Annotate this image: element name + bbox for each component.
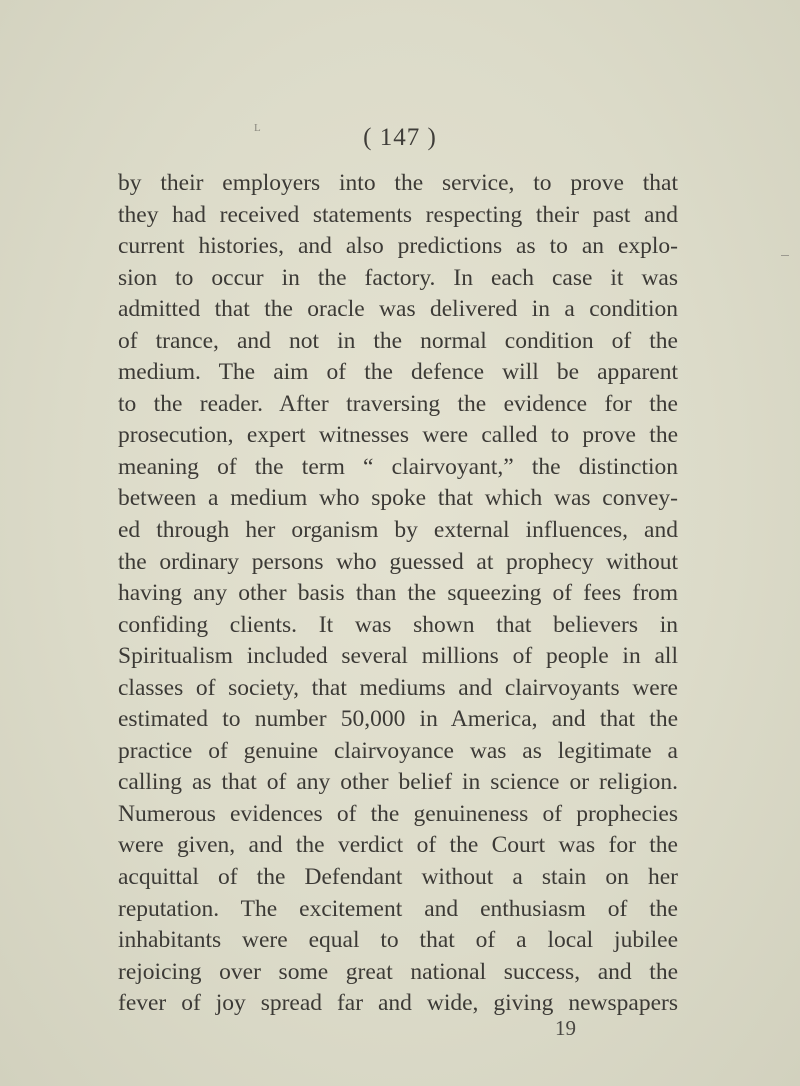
margin-mark <box>781 255 789 256</box>
text-line: of trance, and not in the normal condition of the <box>118 327 678 354</box>
text-line: inhabitants were equal to that of a local jubilee <box>118 927 678 954</box>
text-line: practice of genuine clairvoyance was as legitimate a <box>118 737 678 764</box>
corner-mark: L <box>254 122 261 134</box>
text-line: confiding clients. It was shown that believers in <box>118 611 678 638</box>
text-line: the ordinary persons who guessed at prophecy without <box>118 548 678 575</box>
text-line: having any other basis than the squeezing of fees from <box>118 580 678 607</box>
text-line: medium. The aim of the defence will be apparent <box>118 359 678 386</box>
text-line: rejoicing over some great national success, and the <box>118 958 678 985</box>
text-line: between a medium who spoke that which was convey- <box>118 485 678 512</box>
text-line: to the reader. After traversing the evidence for the <box>118 390 678 417</box>
text-line: Numerous evidences of the genuineness of prophecies <box>118 800 678 827</box>
text-line: meaning of the term “ clairvoyant,” the distinction <box>118 453 678 480</box>
text-line: classes of society, that mediums and clairvoyants were <box>118 674 678 701</box>
text-line: ed through her organism by external influences, and <box>118 517 678 544</box>
text-line: admitted that the oracle was delivered in a condition <box>118 296 678 323</box>
text-line: by their employers into the service, to prove that <box>118 170 678 196</box>
text-line: sion to occur in the factory. In each case it was <box>118 264 678 291</box>
text-line: acquittal of the Defendant without a stain on her <box>118 864 678 891</box>
signature-mark: 19 <box>555 1016 576 1040</box>
text-line: calling as that of any other belief in science or religion. <box>118 769 678 796</box>
text-line: were given, and the verdict of the Court was for the <box>118 832 678 859</box>
text-line: they had received statements respecting their past and <box>118 201 678 228</box>
page-number: ( 147 ) <box>363 124 437 151</box>
text-line: reputation. The excitement and enthusiasm of the <box>118 895 678 922</box>
text-line: current histories, and also predictions as to an explo- <box>118 233 678 260</box>
text-line: Spiritualism included several millions of people in all <box>118 643 678 670</box>
text-line: fever of joy spread far and wide, giving newspapers <box>118 990 678 1017</box>
text-line: estimated to number 50,000 in America, and that the <box>118 706 678 733</box>
text-line: prosecution, expert witnesses were called to prove the <box>118 422 678 449</box>
body-text <box>118 168 678 1020</box>
